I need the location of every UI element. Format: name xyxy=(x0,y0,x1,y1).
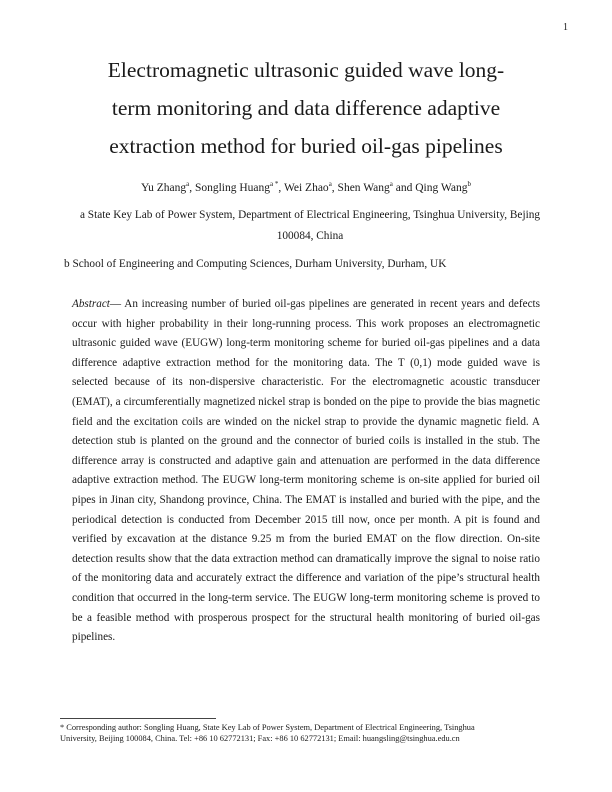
author-separator: and xyxy=(392,182,416,194)
title-line-3: extraction method for buried oil-gas pipelines xyxy=(109,134,503,158)
author-list xyxy=(60,181,552,195)
affiliation-b: b School of Engineering and Computing Sciences, Durham University, Durham, UK xyxy=(64,258,447,270)
abstract-text: An increasing number of buried oil-gas pipelines are generated in recent years and defects occur with higher probability in their long-running process. This work proposes an electromagnetic ultrasonic guided wave (EUGW) long-term monitoring scheme for buried oil-gas pipelines and a data difference adaptive extraction method for the monitoring data. The T (0,1) mode guided wave is selected because of its non-dispersive characteristic. For the electromagnetic acoustic transducer (EMAT), a circumferentially magnetized nickel strap is bonded on the pipe to provide the bias magnetic field and the excitation coils are winded on the nickel strap to provide the dynamic magnetic field. A detection stub is planted on the ground and the connector of buried coils is installed in the stub. The difference array is constructed and adaptive gain and attenuation are performed in the data difference adaptive extraction method. The EUGW long-term monitoring scheme is on-site applied for buried oil pipes in Jinan city, Shandong province, China. The EMAT is installed and buried with the pipe, and the periodical detection is conducted from December 2015 till now, once per month. A pit is found and verified by excavation at the distance 9.25 m from the buried EMAT on the flow direction. On-site detection results show that the data extraction method can dramatically improve the signal to noise ratio of the monitoring data and accurately extract the difference and variation of the pipe’s structural health condition that occurred in the long-term service. The EUGW long-term monitoring scheme is proved to be a feasible method with prosperous prospect for the structural health monitoring of buried oil-gas pipelines. xyxy=(72,298,540,644)
paper-title xyxy=(60,51,552,165)
author-name: Yu Zhang xyxy=(141,182,187,194)
corresponding-author-footnote xyxy=(60,722,550,744)
author-name: Qing Wang xyxy=(415,182,468,194)
author-name: Wei Zhao xyxy=(283,182,329,194)
author-affiliation-mark: a xyxy=(389,180,393,189)
footnote-line-1: * Corresponding author: Songling Huang, State Key Lab of Power System, Department of Electrical Engineering, Tsinghua xyxy=(60,723,475,732)
affiliation-a-line-2: 100084, China xyxy=(276,230,344,242)
author-separator: , xyxy=(331,182,338,194)
footnote-divider xyxy=(60,718,216,719)
abstract-label: Abstract xyxy=(72,298,110,310)
abstract-dash: — xyxy=(109,298,125,310)
author-separator: , xyxy=(189,182,195,194)
author-name: Songling Huang xyxy=(194,182,271,194)
author-affiliation-mark: a * xyxy=(270,180,279,189)
author-name: Shen Wang xyxy=(337,182,390,194)
affiliation-a xyxy=(60,205,560,247)
footnote-line-2: University, Beijing 100084, China. Tel: +86 10 62772131; Fax: +86 10 62772131; Email: huangsling@tsinghua.edu.cn xyxy=(60,734,460,743)
author-affiliation-mark: a xyxy=(186,180,190,189)
page-number: 1 xyxy=(563,22,568,33)
author-affiliation-mark: a xyxy=(328,180,332,189)
abstract xyxy=(72,295,540,648)
author-affiliation-mark: b xyxy=(467,180,471,189)
title-line-2: term monitoring and data difference adaptive xyxy=(111,96,501,120)
author-separator: , xyxy=(278,182,284,194)
title-line-1: Electromagnetic ultrasonic guided wave long- xyxy=(107,58,505,82)
affiliation-a-line-1: a State Key Lab of Power System, Department of Electrical Engineering, Tsinghua University, Bejing xyxy=(79,209,541,221)
